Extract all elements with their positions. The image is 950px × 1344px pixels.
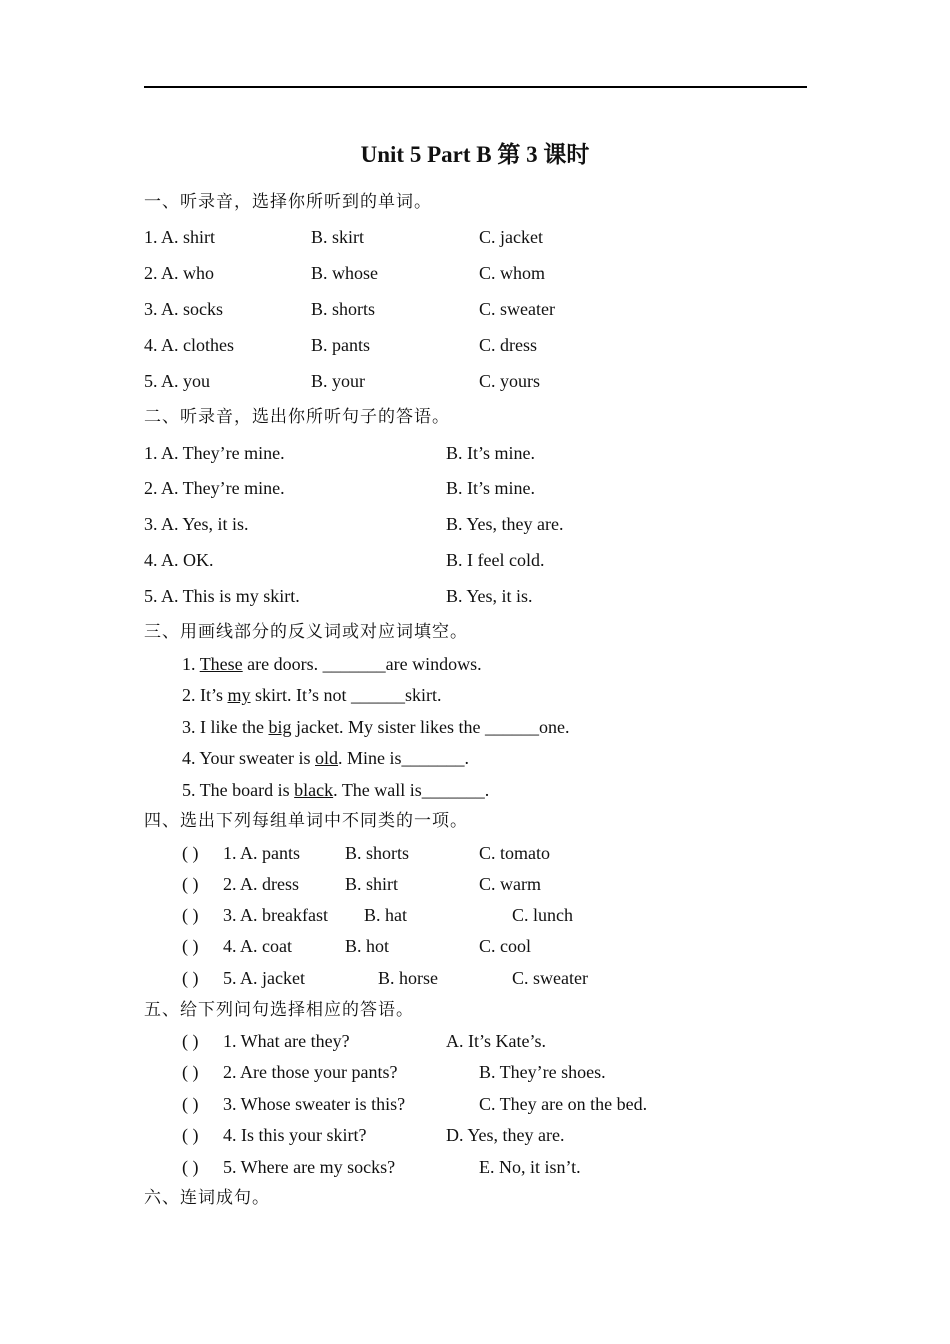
underlined-word: my — [227, 685, 251, 705]
answer-option: B. They’re shoes. — [479, 1062, 606, 1082]
s3-item — [182, 652, 482, 676]
answer-blank[interactable]: ( ) — [182, 1031, 199, 1051]
option-c: C. tomato — [479, 843, 550, 863]
option-b: B. pants — [311, 335, 371, 355]
answer-blank[interactable]: ( ) — [182, 968, 199, 988]
s3-item — [182, 746, 469, 770]
option-b: B. your — [311, 371, 365, 391]
option-a: 3. A. socks — [144, 299, 224, 319]
s3-text-after: skirt. It’s not ______skirt. — [250, 685, 442, 705]
s3-text-after: jacket. My sister likes the ______one. — [291, 717, 570, 737]
option-b: B. shorts — [345, 843, 410, 863]
section-2-heading: 二、听录音，选出你所听句子的答语。 — [144, 407, 450, 427]
answer-blank[interactable]: ( ) — [182, 843, 199, 863]
option-a: 1. A. shirt — [144, 227, 216, 247]
s3-text-before: 2. It’s — [182, 685, 228, 705]
s3-text-before: 1. — [182, 654, 200, 674]
option-b: B. I feel cold. — [446, 550, 545, 570]
answer-option: E. No, it isn’t. — [479, 1157, 581, 1177]
option-a: 4. A. OK. — [144, 550, 214, 570]
option-c: C. lunch — [512, 905, 573, 925]
option-c: C. sweater — [512, 968, 588, 988]
s3-text-after: . Mine is_______. — [338, 748, 470, 768]
option-c: C. sweater — [479, 299, 555, 319]
section-3-heading: 三、用画线部分的反义词或对应词填空。 — [144, 622, 468, 642]
option-a: 1. A. pants — [223, 843, 301, 863]
underlined-word: black — [294, 780, 334, 800]
option-c: C. cool — [479, 936, 531, 956]
option-a: 5. A. you — [144, 371, 211, 391]
s3-text-before: 5. The board is — [182, 780, 295, 800]
option-a: 2. A. who — [144, 263, 215, 283]
section-6-heading: 六、连词成句。 — [144, 1188, 270, 1208]
option-b: B. shirt — [345, 874, 399, 894]
header-rule — [144, 86, 807, 88]
option-c: C. yours — [479, 371, 541, 391]
option-a: 5. A. This is my skirt. — [144, 586, 300, 606]
option-c: C. warm — [479, 874, 541, 894]
option-b: B. Yes, they are. — [446, 514, 564, 534]
option-c: C. whom — [479, 263, 546, 283]
option-b: B. Yes, it is. — [446, 586, 533, 606]
answer-option: A. It’s Kate’s. — [446, 1031, 546, 1051]
option-b: B. horse — [378, 968, 438, 988]
underlined-word: old — [315, 748, 339, 768]
answer-blank[interactable]: ( ) — [182, 905, 199, 925]
question: 1. What are they? — [223, 1031, 350, 1051]
option-a: 2. A. dress — [223, 874, 299, 894]
s3-item — [182, 683, 442, 707]
answer-option: C. They are on the bed. — [479, 1094, 648, 1114]
section-5-heading: 五、给下列问句选择相应的答语。 — [144, 1000, 414, 1020]
answer-blank[interactable]: ( ) — [182, 936, 199, 956]
option-a: 3. A. breakfast — [223, 905, 328, 925]
s3-text-after: . The wall is_______. — [333, 780, 490, 800]
answer-option: D. Yes, they are. — [446, 1125, 565, 1145]
option-a: 4. A. coat — [223, 936, 292, 956]
s3-text-after: are doors. _______are windows. — [242, 654, 482, 674]
option-b: B. hat — [364, 905, 407, 925]
question: 5. Where are my socks? — [223, 1157, 396, 1177]
page-title: Unit 5 Part B 第 3 课时 — [360, 142, 590, 167]
option-b: B. shorts — [311, 299, 376, 319]
option-b: B. It’s mine. — [446, 443, 535, 463]
question: 2. Are those your pants? — [223, 1062, 398, 1082]
underlined-word: big — [268, 717, 292, 737]
section-1-heading: 一、听录音，选择你所听到的单词。 — [144, 192, 432, 212]
option-b: B. whose — [311, 263, 378, 283]
option-a: 4. A. clothes — [144, 335, 234, 355]
option-b: B. It’s mine. — [446, 478, 535, 498]
option-a: 2. A. They’re mine. — [144, 478, 285, 498]
question: 3. Whose sweater is this? — [223, 1094, 406, 1114]
answer-blank[interactable]: ( ) — [182, 1062, 199, 1082]
option-a: 3. A. Yes, it is. — [144, 514, 249, 534]
underlined-word: These — [199, 654, 243, 674]
question: 4. Is this your skirt? — [223, 1125, 367, 1145]
option-a: 5. A. jacket — [223, 968, 305, 988]
s3-item — [182, 778, 489, 802]
s3-item — [182, 715, 569, 739]
option-c: C. dress — [479, 335, 537, 355]
answer-blank[interactable]: ( ) — [182, 1157, 199, 1177]
answer-blank[interactable]: ( ) — [182, 874, 199, 894]
option-c: C. jacket — [479, 227, 543, 247]
s3-text-before: 3. I like the — [182, 717, 269, 737]
option-a: 1. A. They’re mine. — [144, 443, 285, 463]
option-b: B. skirt — [311, 227, 365, 247]
answer-blank[interactable]: ( ) — [182, 1094, 199, 1114]
option-b: B. hot — [345, 936, 390, 956]
s3-text-before: 4. Your sweater is — [182, 748, 315, 768]
section-4-heading: 四、选出下列每组单词中不同类的一项。 — [144, 811, 468, 831]
answer-blank[interactable]: ( ) — [182, 1125, 199, 1145]
